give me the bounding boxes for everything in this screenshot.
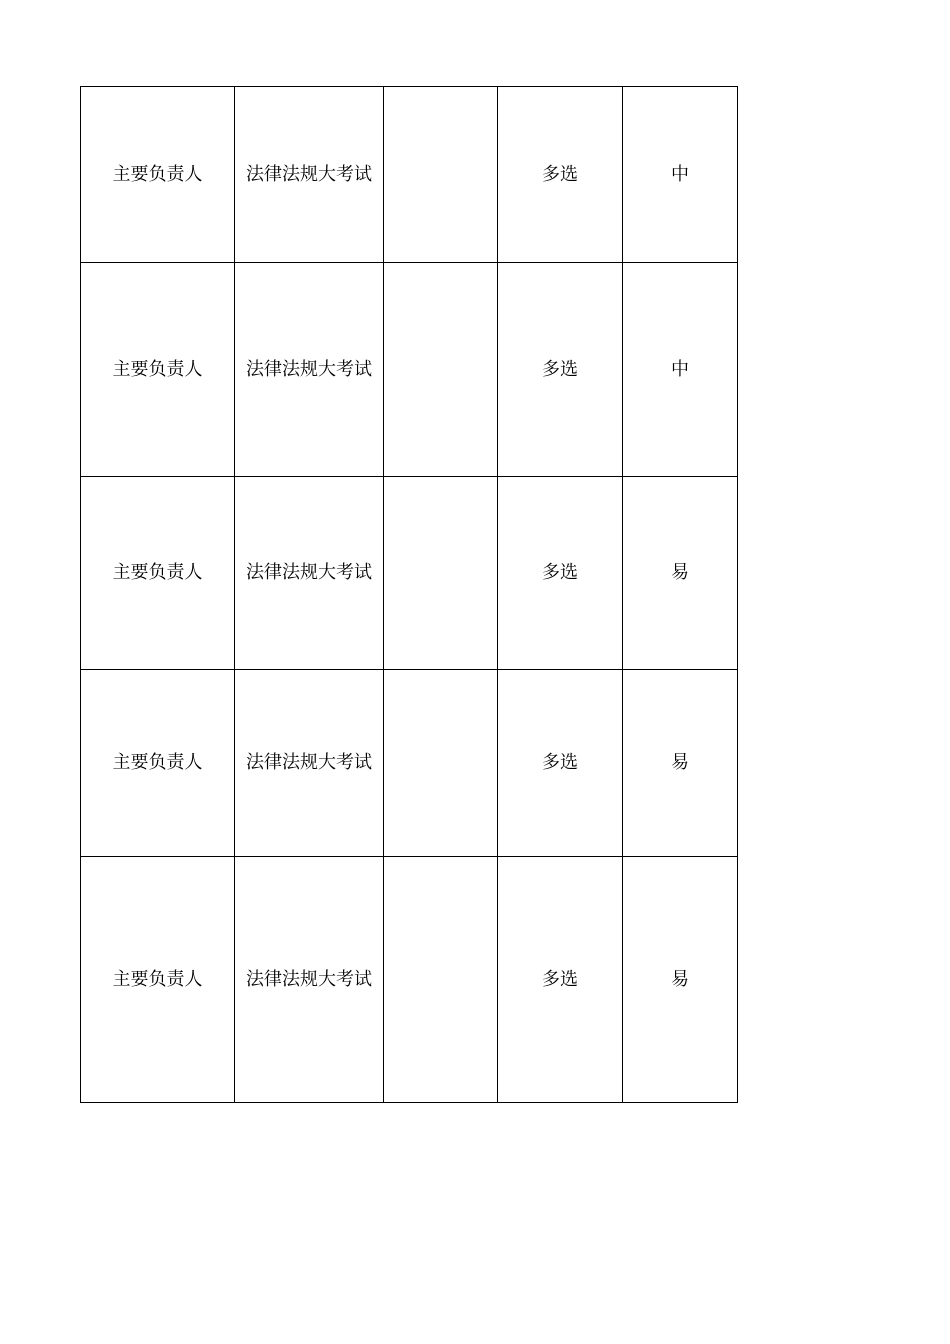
difficulty-cell: 易 — [623, 670, 738, 857]
question-type-cell: 多选 — [498, 670, 623, 857]
difficulty-cell: 易 — [623, 857, 738, 1103]
exam-cell: 法律法规大考试 — [235, 670, 384, 857]
exam-cell: 法律法规大考试 — [235, 87, 384, 263]
table-row — [81, 857, 738, 1103]
table-row — [81, 670, 738, 857]
content-cell — [384, 87, 498, 263]
difficulty-cell: 易 — [623, 477, 738, 670]
exam-cell: 法律法规大考试 — [235, 477, 384, 670]
content-cell — [384, 263, 498, 477]
role-cell: 主要负责人 — [81, 670, 235, 857]
exam-cell: 法律法规大考试 — [235, 857, 384, 1103]
role-cell: 主要负责人 — [81, 87, 235, 263]
question-type-cell: 多选 — [498, 477, 623, 670]
question-type-cell: 多选 — [498, 87, 623, 263]
role-cell: 主要负责人 — [81, 263, 235, 477]
content-cell — [384, 857, 498, 1103]
question-type-cell: 多选 — [498, 857, 623, 1103]
question-table — [80, 86, 738, 1103]
question-type-cell: 多选 — [498, 263, 623, 477]
content-cell — [384, 477, 498, 670]
role-cell: 主要负责人 — [81, 477, 235, 670]
difficulty-cell: 中 — [623, 263, 738, 477]
table-row — [81, 263, 738, 477]
role-cell: 主要负责人 — [81, 857, 235, 1103]
content-cell — [384, 670, 498, 857]
table-row — [81, 87, 738, 263]
exam-cell: 法律法规大考试 — [235, 263, 384, 477]
difficulty-cell: 中 — [623, 87, 738, 263]
table-row — [81, 477, 738, 670]
